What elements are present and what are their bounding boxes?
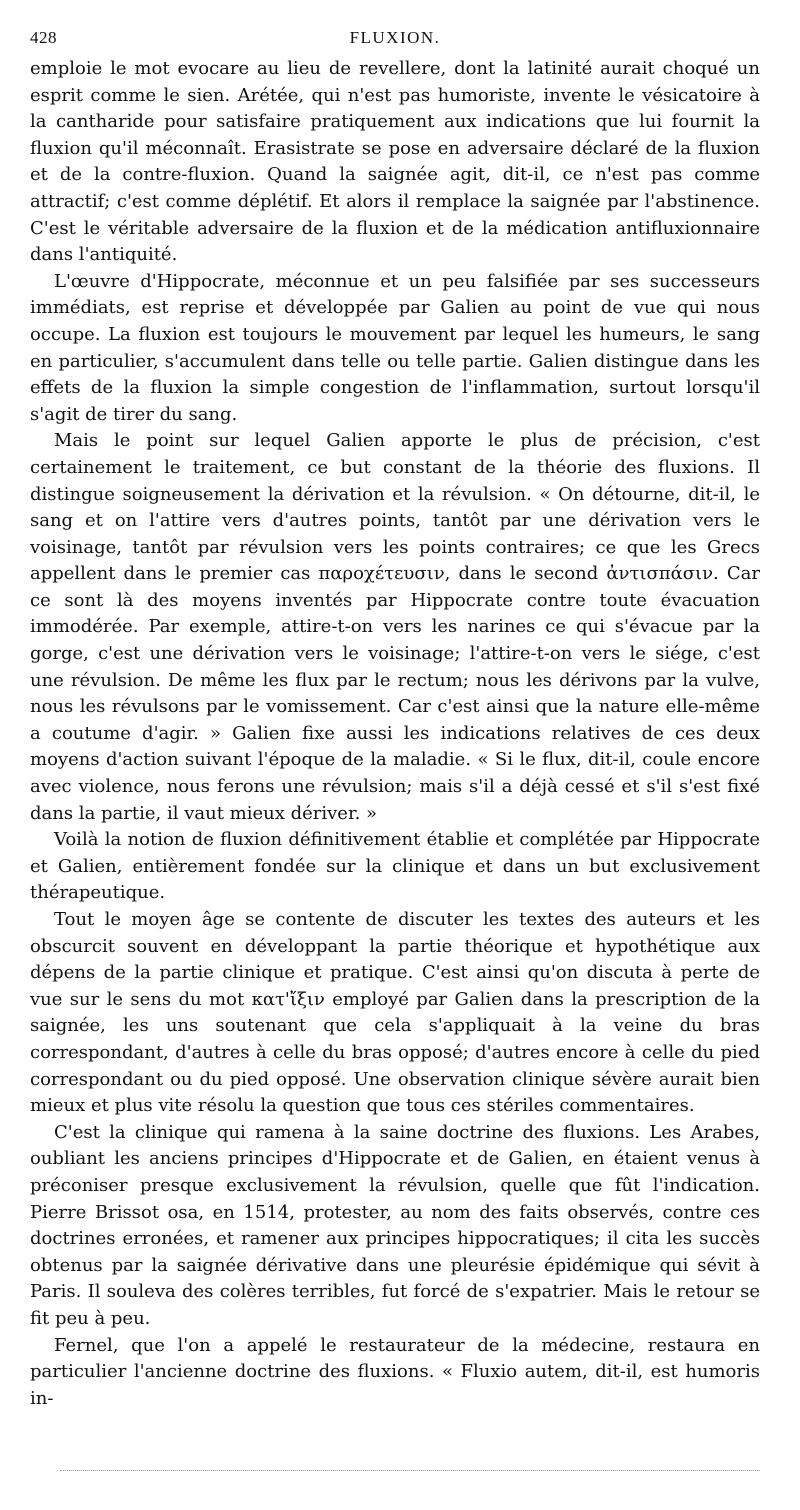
book-page	[30, 28, 760, 1412]
page-number: 428	[30, 28, 57, 47]
paragraph: Voilà la notion de fluxion définitivement établie et complétée par Hippocrate et Galien, entièrement fondée sur la clinique et dans un but exclusivement thérapeutique.	[30, 829, 760, 904]
paragraph: emploie le mot evocare au lieu de revellere, dont la latinité aurait choqué un esprit comme le sien. Arétée, qui n'est pas humoriste, invente le vésicatoire à la cantharide pour satisfaire pratiquement aux indications que lui fournit la fluxion qu'il méconnaît. Erasistrate se pose en adversaire déclaré de la fluxion et de la contre-fluxion. Quand la saignée agit, dit-il, ce n'est pas comme attractif; c'est comme déplétif. Et alors il remplace la saignée par l'abstinence. C'est le véritable adversaire de la fluxion et de la médication antifluxionnaire dans l'antiquité.	[30, 58, 760, 266]
paragraph: Mais le point sur lequel Galien apporte le plus de précision, c'est certainement le traitement, ce but constant de la théorie des fluxions. Il distingue soigneusement la dérivation et la révulsion. « On détourne, dit-il, le sang et on l'attire vers d'autres points, tantôt par une dérivation vers le voisinage, tantôt par révulsion vers les points contraires; ce que les Grecs appellent dans le premier cas παροχέτευσιν, dans le second ἀντισπάσιν. Car ce sont là des moyens inventés par Hippocrate contre toute évacuation immodérée. Par exemple, attire-t-on vers les narines ce qui s'évacue par la gorge, c'est une dérivation vers le voisinage; l'attire-t-on vers le siége, c'est une révulsion. De même les flux par le rectum; nous les dérivons par la vulve, nous les révulsons par le vomissement. Car c'est ainsi que la nature elle-même a coutume d'agir. » Galien fixe aussi les indications relatives de ces deux moyens d'action suivant l'époque de la maladie. « Si le flux, dit-il, coule encore avec violence, nous ferons une révulsion; mais s'il a déjà cessé et s'il s'est fixé dans la partie, il vaut mieux dériver. »	[30, 430, 760, 824]
paragraph: L'œuvre d'Hippocrate, méconnue et un peu falsifiée par ses successeurs immédiats, est reprise et développée par Galien au point de vue qui nous occupe. La fluxion est toujours le mouvement par lequel les humeurs, le sang en particulier, s'accumulent dans telle ou telle partie. Galien distingue dans les effets de la fluxion la simple congestion de l'inflammation, surtout lorsqu'il s'agit de tirer du sang.	[30, 270, 760, 425]
paragraph: Fernel, que l'on a appelé le restaurateur de la médecine, restaura en particulier l'ancienne doctrine des fluxions. « Fluxio autem, dit-il, est humoris in-	[30, 1334, 760, 1409]
running-header	[30, 28, 760, 56]
footer-dotted-rule	[60, 1470, 760, 1471]
paragraph: C'est la clinique qui ramena à la saine doctrine des fluxions. Les Arabes, oubliant les anciens principes d'Hippocrate et de Galien, en étaient venus à préconiser presque exclusivement la révulsion, quelle que fût l'indication. Pierre Brissot osa, en 1514, protester, au nom des faits observés, contre ces doctrines erronées, et ramener aux principes hippocratiques; il cita les succès obtenus par la saignée dérivative dans une pleurésie épidémique qui sévit à Paris. Il souleva des colères terribles, fut forcé de s'expatrier. Mais le retour se fit peu à peu.	[30, 1121, 760, 1329]
running-title: FLUXION.	[349, 28, 441, 47]
body-text	[30, 56, 760, 1412]
paragraph: Tout le moyen âge se contente de discuter les textes des auteurs et les obscurcit souvent en développant la partie théorique et hypothétique aux dépens de la partie clinique et pratique. C'est ainsi qu'on discuta à perte de vue sur le sens du mot κατ'ἴξιν employé par Galien dans la prescription de la saignée, les uns soutenant que cela s'appliquait à la veine du bras correspondant, d'autres à celle du bras opposé; d'autres encore à celle du pied correspondant ou du pied opposé. Une observation clinique sévère aurait bien mieux et plus vite résolu la question que tous ces stériles commentaires.	[30, 909, 760, 1117]
